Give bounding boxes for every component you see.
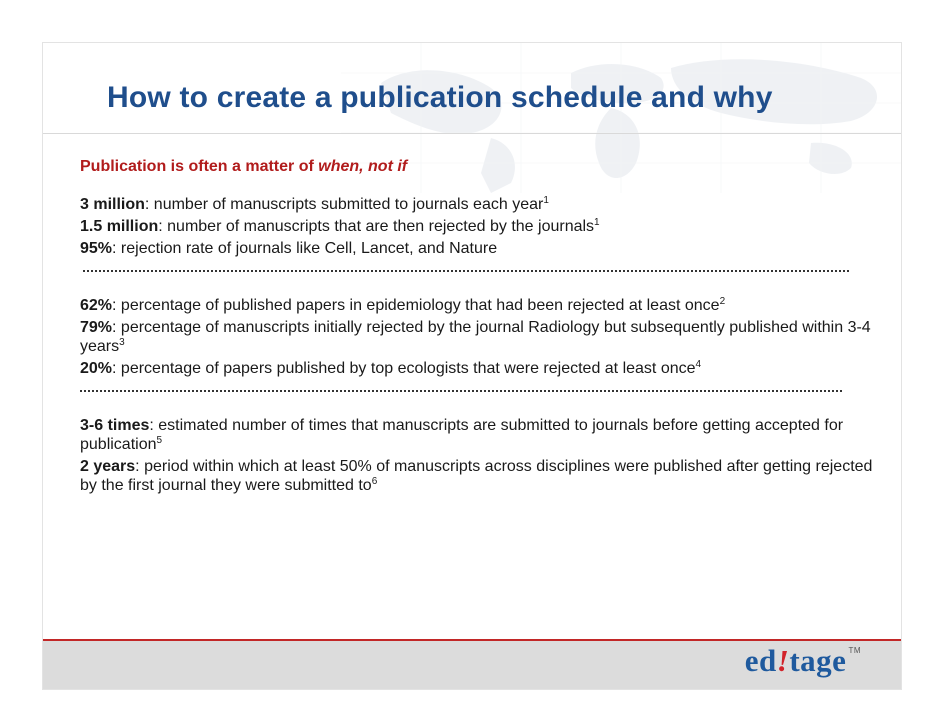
stat-line (80, 359, 880, 378)
stat-text: : estimated number of times that manuscripts are submitted to journals before getting accepted for publication (80, 417, 844, 453)
dotted-separator (83, 266, 849, 272)
stat-ref: 1 (543, 195, 549, 206)
logo-text-end: tage (789, 643, 847, 678)
stat-value: 3 million (80, 196, 145, 213)
stat-text: : percentage of manuscripts initially rejected by the journal Radiology but subsequently published within 3-4 years (80, 319, 871, 355)
subtitle-prefix: Publication is often a matter of (80, 158, 319, 175)
stat-ref: 2 (719, 296, 726, 307)
stat-line (80, 457, 880, 495)
stat-text: : number of manuscripts that are then rejected by the journals (158, 218, 595, 235)
stat-ref: 6 (371, 476, 378, 487)
stat-text: : percentage of papers published by top ecologists that were rejected at least once (112, 360, 696, 377)
stat-line (80, 217, 880, 236)
stat-value: 20% (80, 360, 113, 377)
title-divider (43, 133, 901, 134)
stat-ref: 5 (156, 435, 163, 446)
stat-value: 2 years (80, 458, 136, 475)
logo-text-start: ed (744, 643, 777, 678)
stat-value: 62% (80, 297, 113, 314)
slide (42, 42, 902, 690)
stat-line (80, 416, 880, 454)
stat-value: 95% (80, 240, 113, 257)
stat-line (80, 318, 880, 356)
stat-text: : rejection rate of journals like Cell, Lancet, and Nature (112, 240, 498, 257)
stat-text: : number of manuscripts submitted to journals each year (144, 196, 544, 213)
subtitle-emphasis: when, not if (318, 158, 408, 175)
stat-line (80, 195, 880, 214)
slide-body (80, 157, 880, 498)
stat-ref: 1 (594, 217, 600, 228)
trademark-mark: TM (848, 646, 861, 655)
stat-value: 1.5 million (80, 218, 159, 235)
stat-ref: 3 (119, 337, 125, 348)
stat-value: 79% (80, 319, 113, 336)
dotted-separator (80, 386, 842, 392)
stat-text: : percentage of published papers in epidemiology that had been rejected at least once (112, 297, 720, 314)
stat-line (80, 239, 880, 258)
slide-subtitle (80, 157, 880, 176)
stat-value: 3-6 times (80, 417, 150, 434)
slide-title: How to create a publication schedule and why (107, 81, 773, 114)
stat-line (80, 296, 880, 315)
editage-logo (745, 643, 861, 679)
logo-accent: ! (776, 643, 790, 678)
stat-text: : period within which at least 50% of manuscripts across disciplines were published after getting rejected by the first journal they were submitted to (80, 458, 873, 494)
stat-ref: 4 (695, 359, 702, 370)
